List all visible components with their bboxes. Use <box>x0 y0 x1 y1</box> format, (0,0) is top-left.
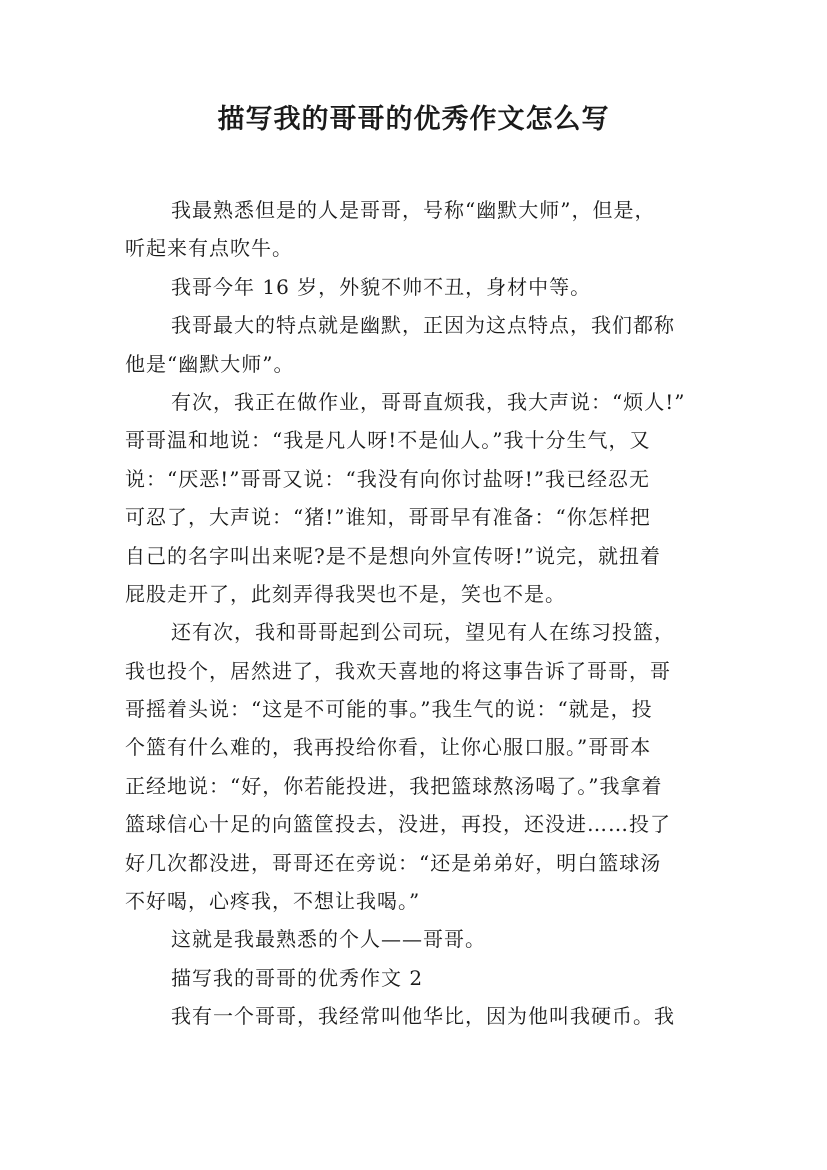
text-line: 不好喝，心疼我，不想让我喝。” <box>125 889 421 914</box>
text-line: 个篮有什么难的，我再投给你看，让你心服口服。”哥哥本 <box>125 735 652 760</box>
text-line: 我哥今年 16 岁，外貌不帅不丑，身材中等。 <box>171 274 592 299</box>
document-title: 描写我的哥哥的优秀作文怎么写 <box>217 104 610 135</box>
text-line: 听起来有点吹牛。 <box>125 236 293 261</box>
text-line: 自己的名字叫出来呢?是不是想向外宣传呀!”说完，就扭着 <box>125 543 661 568</box>
text-line: 屁股走开了，此刻弄得我哭也不是，笑也不是。 <box>125 581 566 606</box>
section-heading: 描写我的哥哥的优秀作文 2 <box>171 965 424 990</box>
text-line: 哥摇着头说：“这是不可能的事。”我生气的说：“就是，投 <box>125 697 653 722</box>
text-line: 正经地说：“好，你若能投进，我把篮球熬汤喝了。”我拿着 <box>125 773 663 798</box>
text-line: 哥哥温和地说：“我是凡人呀!不是仙人。”我十分生气，又 <box>125 428 651 453</box>
document-body <box>125 191 705 1036</box>
text-line: 说：“厌恶!”哥哥又说：“我没有向你讨盐呀!”我已经忍无 <box>125 466 650 491</box>
text-line: 我有一个哥哥，我经常叫他华比，因为他叫我硬币。我 <box>171 1004 675 1029</box>
text-line: 好几次都没进，哥哥还在旁说：“还是弟弟好，明白篮球汤 <box>125 850 662 875</box>
text-line: 还有次，我和哥哥起到公司玩，望见有人在练习投篮， <box>171 620 675 645</box>
text-line: 我也投个，居然进了，我欢天喜地的将这事告诉了哥哥，哥 <box>125 658 671 683</box>
text-line: 可忍了，大声说：“猪!”谁知，哥哥早有准备：“你怎样把 <box>125 505 651 530</box>
text-line: 他是“幽默大师”。 <box>125 351 295 376</box>
text-line: 有次，我正在做作业，哥哥直烦我，我大声说：“烦人!” <box>171 389 686 414</box>
text-line: 篮球信心十足的向篮筐投去，没进，再投，还没进……投了 <box>125 812 671 837</box>
text-line: 这就是我最熟悉的个人——哥哥。 <box>171 927 486 952</box>
text-line: 我哥最大的特点就是幽默，正因为这点特点，我们都称 <box>171 313 675 338</box>
text-line: 我最熟悉但是的人是哥哥，号称“幽默大师”，但是， <box>171 198 656 222</box>
